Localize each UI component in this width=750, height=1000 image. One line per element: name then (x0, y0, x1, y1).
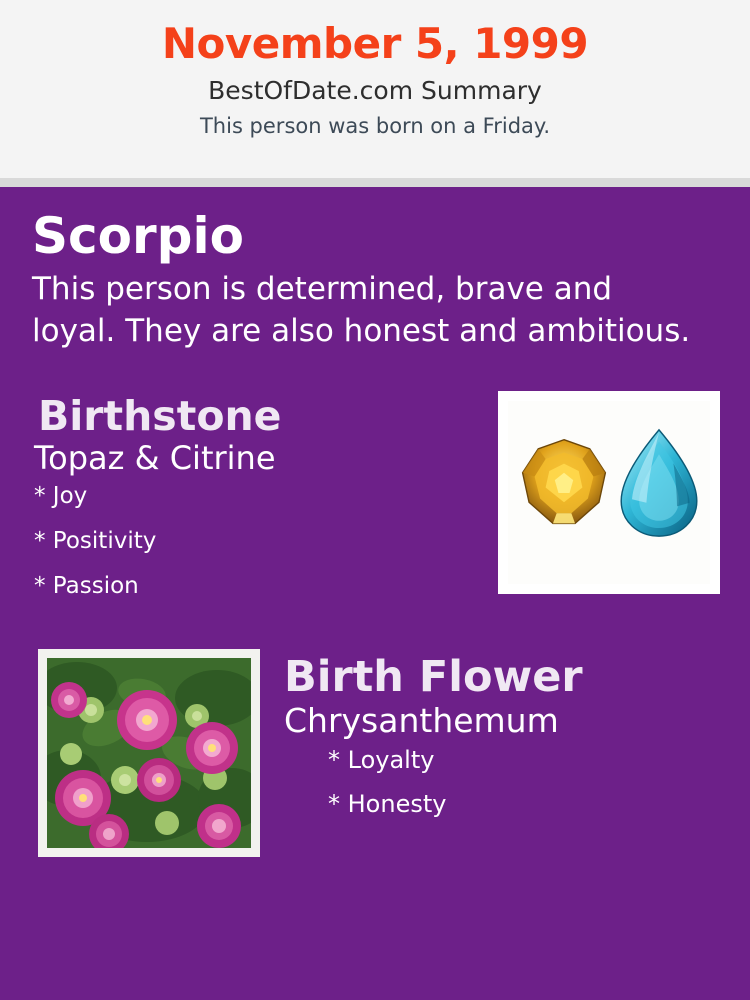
zodiac-sign-name: Scorpio (32, 207, 244, 265)
birth-flower-section (30, 649, 720, 864)
birth-flower-value: Chrysanthemum (284, 700, 559, 740)
birthstone-trait: * Joy (34, 482, 88, 509)
chrysanthemum-photo (38, 649, 260, 857)
birthstone-trait: * Positivity (34, 527, 157, 554)
birth-flower-trait: * Honesty (328, 789, 447, 818)
birthstone-value: Topaz & Citrine (34, 438, 276, 477)
birth-weekday-text: This person was born on a Friday. (199, 113, 551, 138)
zodiac-description: This person is determined, brave and loyal. They are also honest and ambitious. (32, 271, 691, 349)
header-divider (0, 178, 750, 187)
birth-flower-trait: * Loyalty (328, 745, 435, 774)
birthstone-section (30, 391, 720, 625)
summary-body-panel (0, 187, 750, 1000)
birthstone-gems-photo (498, 391, 720, 594)
page-title: November 5, 1999 (161, 19, 589, 68)
topaz-gem-icon (614, 427, 704, 539)
flower-photo-inner (47, 658, 251, 848)
chrysanthemum-illustration-icon (47, 658, 251, 848)
birthstone-title: Birthstone (38, 391, 282, 440)
birth-flower-title: Birth Flower (284, 651, 583, 702)
citrine-gem-icon (518, 435, 610, 529)
birthstone-text-block (30, 391, 460, 599)
page-header (0, 0, 750, 178)
site-summary-label: BestOfDate.com Summary (208, 76, 542, 106)
birthstone-photo-inner (508, 401, 710, 584)
birth-flower-text-block (280, 649, 720, 816)
birthstone-trait: * Passion (34, 572, 139, 599)
